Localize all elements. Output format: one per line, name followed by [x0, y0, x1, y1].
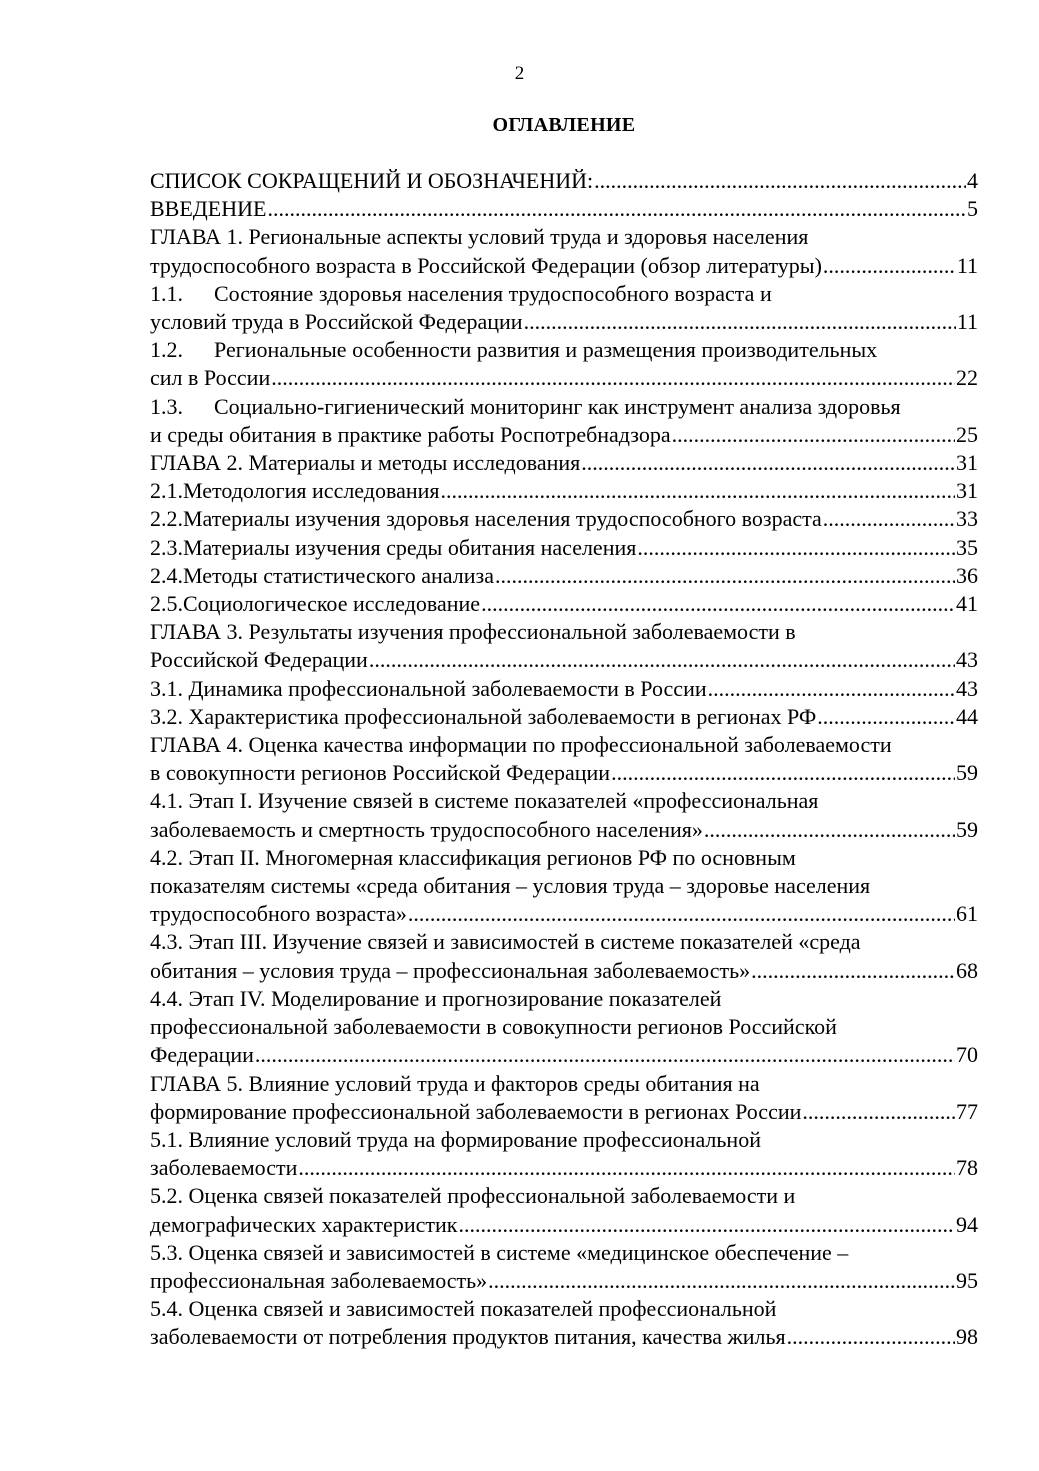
toc-page-number: 59	[956, 760, 978, 786]
toc-dot-leader	[441, 477, 955, 505]
toc-entry-line	[150, 844, 978, 872]
toc-dot-leader	[581, 449, 955, 477]
toc-entry-line	[150, 1295, 978, 1323]
toc-entry-number: 2.2.	[150, 506, 183, 532]
toc-entry[interactable]	[150, 731, 978, 787]
toc-entry-line	[150, 590, 978, 618]
toc-entry[interactable]	[150, 675, 978, 703]
toc-entry-line	[150, 393, 978, 421]
toc-entry-text: трудоспособного возраста»	[150, 901, 407, 927]
toc-entry-line	[150, 675, 978, 703]
toc-entry-text: 4.4. Этап IV. Моделирование и прогнозирование показателей	[150, 985, 722, 1011]
toc-entry-text: и среды обитания в практике работы Роспотребнадзора	[150, 421, 671, 447]
toc-entry[interactable]	[150, 1239, 978, 1295]
toc-page-number: 5	[967, 196, 978, 222]
toc-entry[interactable]	[150, 477, 978, 505]
toc-page-number: 78	[956, 1155, 978, 1181]
toc-entry-text: Методы статистического анализа	[183, 562, 494, 588]
toc-dot-leader	[495, 562, 955, 590]
toc-dot-leader	[298, 1154, 955, 1182]
toc-entry-text: трудоспособного возраста в Российской Федерации (обзор литературы)	[150, 252, 822, 278]
toc-entry-text: заболеваемости	[150, 1155, 298, 1181]
toc-entry-text: 5.4. Оценка связей и зависимостей показателей профессиональной	[150, 1296, 777, 1322]
toc-entry[interactable]	[150, 928, 978, 984]
toc-dot-leader	[488, 1267, 955, 1295]
toc-entry-text: СПИСОК СОКРАЩЕНИЙ И ОБОЗНАЧЕНИЙ:	[150, 168, 594, 193]
toc-dot-leader	[255, 1041, 955, 1069]
toc-dot-leader	[408, 900, 955, 928]
toc-page-number: 4	[967, 168, 978, 193]
toc-dot-leader	[524, 308, 956, 336]
toc-entry-line	[150, 1211, 978, 1239]
toc-dot-leader	[672, 421, 955, 449]
toc-entry-line	[150, 195, 978, 223]
toc-entry[interactable]	[150, 393, 978, 449]
toc-page-number: 44	[956, 703, 978, 729]
toc-entry-text: заболеваемость и смертность трудоспособного населения»	[150, 816, 703, 842]
toc-entry-text: 5.2. Оценка связей показателей профессиональной заболеваемости и	[150, 1183, 796, 1209]
toc-entry-line	[150, 618, 978, 646]
toc-entry-text: 4.3. Этап III. Изучение связей и зависимостей в системе показателей «среда	[150, 929, 861, 955]
toc-page-number: 59	[956, 816, 978, 842]
toc-entry-line	[150, 787, 978, 815]
toc-entry-line	[150, 252, 978, 280]
toc-entry-line	[150, 1154, 978, 1182]
toc-entry-line	[150, 928, 978, 956]
toc-page-number: 77	[956, 1098, 978, 1124]
toc-entry-number: 2.5.	[150, 591, 183, 617]
toc-page-number: 35	[956, 534, 978, 560]
toc-entry-line	[150, 167, 978, 195]
toc-entry-text: 5.3. Оценка связей и зависимостей в системе «медицинское обеспечение –	[150, 1239, 849, 1265]
toc-entry[interactable]	[150, 167, 978, 195]
toc-entry[interactable]	[150, 1070, 978, 1126]
toc-entry[interactable]	[150, 562, 978, 590]
toc-entry-number: 1.3.	[150, 393, 183, 419]
toc-page-number: 31	[956, 478, 978, 504]
toc-entry[interactable]	[150, 1126, 978, 1182]
toc-entry-text: Материалы изучения здоровья населения трудоспособного возраста	[183, 506, 822, 532]
toc-entry[interactable]	[150, 336, 978, 392]
toc-entry-text: показателям системы «среда обитания – условия труда – здоровье населения	[150, 873, 871, 899]
toc-entry-text: профессиональная заболеваемость»	[150, 1267, 488, 1293]
toc-entry[interactable]	[150, 223, 978, 279]
toc-entry-line	[150, 1323, 978, 1351]
toc-entry-text: Социологическое исследование	[183, 591, 481, 617]
toc-entry-line	[150, 562, 978, 590]
toc-entry-text: ВВЕДЕНИЕ	[150, 196, 267, 222]
toc-entry-line	[150, 703, 978, 731]
toc-entry[interactable]	[150, 703, 978, 731]
toc-entry-text: Региональные особенности развития и размещения производительных	[214, 337, 878, 363]
toc-entry-line	[150, 364, 978, 392]
toc-entry[interactable]	[150, 280, 978, 336]
toc-page-number: 61	[956, 901, 978, 927]
toc-entry-text: ГЛАВА 5. Влияние условий труда и факторов среды обитания на	[150, 1070, 760, 1096]
toc-entry[interactable]	[150, 1182, 978, 1238]
toc-entry[interactable]	[150, 534, 978, 562]
toc-entry-text: демографических характеристик	[150, 1211, 458, 1237]
toc-entry-line	[150, 900, 978, 928]
toc-entry[interactable]	[150, 844, 978, 929]
toc-entry-number: 2.3.	[150, 534, 183, 560]
toc-entry-number: 1.2.	[150, 337, 183, 363]
toc-entry-text: ГЛАВА 4. Оценка качества информации по профессиональной заболеваемости	[150, 732, 892, 758]
toc-page-number: 98	[956, 1324, 978, 1350]
toc-dot-leader	[369, 646, 955, 674]
toc-dot-leader	[802, 1098, 955, 1126]
toc-entry[interactable]	[150, 985, 978, 1070]
toc-entry-text: ГЛАВА 2. Материалы и методы исследования	[150, 450, 581, 476]
toc-entry-line	[150, 449, 978, 477]
toc-entry-line	[150, 1239, 978, 1267]
toc-entry-text: Состояние здоровья населения трудоспособного возраста и	[214, 280, 772, 306]
toc-entry-text: условий труда в Российской Федерации	[150, 309, 523, 335]
toc-page-number: 95	[956, 1267, 978, 1293]
toc-entry-line	[150, 1098, 978, 1126]
toc-entry-text: Методология исследования	[183, 478, 440, 504]
toc-dot-leader	[271, 364, 955, 392]
toc-entry-number: 1.1.	[150, 280, 183, 306]
toc-dot-leader	[267, 195, 966, 223]
toc-entry-line	[150, 534, 978, 562]
toc-entry-text: заболеваемости от потребления продуктов питания, качества жилья	[150, 1324, 786, 1350]
toc-page-number: 43	[956, 647, 978, 673]
toc-page-number: 43	[956, 675, 978, 701]
toc-entry-line	[150, 421, 978, 449]
toc-entry[interactable]	[150, 787, 978, 843]
toc-entry[interactable]	[150, 449, 978, 477]
toc-entry-line	[150, 280, 978, 308]
toc-dot-leader	[458, 1211, 955, 1239]
toc-entry-line	[150, 872, 978, 900]
page-number: 2	[514, 63, 525, 84]
toc-dot-leader	[708, 675, 955, 703]
toc-page-number: 11	[956, 309, 978, 335]
toc-page-number: 25	[956, 421, 978, 447]
toc-dot-leader	[823, 505, 955, 533]
toc-entry-line	[150, 1126, 978, 1154]
toc-entry-number: 2.4.	[150, 562, 183, 588]
toc-dot-leader	[817, 703, 955, 731]
toc-page-number: 41	[956, 591, 978, 617]
toc-entry[interactable]	[150, 505, 978, 533]
toc-entry-text: Российской Федерации	[150, 647, 368, 673]
toc-entry[interactable]	[150, 195, 978, 223]
toc-entry-text: в совокупности регионов Российской Федерации	[150, 760, 611, 786]
toc-entry-text: сил в России	[150, 365, 271, 391]
toc-page-number: 33	[956, 506, 978, 532]
toc-entry-text: Материалы изучения среды обитания населения	[183, 534, 637, 560]
toc-page-number: 70	[956, 1042, 978, 1068]
toc-entry-line	[150, 957, 978, 985]
toc-entry-line	[150, 1267, 978, 1295]
toc-entry-text: 3.2. Характеристика профессиональной заболеваемости в регионах РФ	[150, 703, 817, 729]
toc-entry-line	[150, 1070, 978, 1098]
toc-title: ОГЛАВЛЕНИЕ	[492, 114, 636, 136]
toc-dot-leader	[751, 957, 955, 985]
toc-entry-line	[150, 646, 978, 674]
toc-entry-text: 4.1. Этап I. Изучение связей в системе показателей «профессиональная	[150, 788, 819, 814]
toc-page-number: 94	[956, 1211, 978, 1237]
toc-entry[interactable]	[150, 618, 978, 674]
toc-dot-leader	[704, 816, 955, 844]
toc-page-number: 11	[956, 252, 978, 278]
toc-entry-text: 5.1. Влияние условий труда на формирование профессиональной	[150, 1126, 761, 1152]
toc-entry[interactable]	[150, 590, 978, 618]
toc-entry-text: формирование профессиональной заболеваемости в регионах России	[150, 1098, 802, 1124]
toc-dot-leader	[823, 252, 956, 280]
toc-entry-text: ГЛАВА 1. Региональные аспекты условий труда и здоровья населения	[150, 224, 809, 250]
toc-entry-line	[150, 223, 978, 251]
toc-entry-line	[150, 336, 978, 364]
toc-entry-line	[150, 1041, 978, 1069]
toc-dot-leader	[594, 167, 966, 195]
toc-entry-number: 2.1.	[150, 478, 183, 504]
toc-page-number: 22	[956, 365, 978, 391]
toc-entry-line	[150, 477, 978, 505]
toc-entry-line	[150, 759, 978, 787]
toc-dot-leader	[637, 534, 955, 562]
toc-entry-line	[150, 1182, 978, 1210]
toc-entry-text: профессиональной заболеваемости в совокупности регионов Российской	[150, 1014, 837, 1040]
toc-page-number: 31	[956, 450, 978, 476]
toc-dot-leader	[787, 1323, 955, 1351]
toc-entry-text: ГЛАВА 3. Результаты изучения профессиональной заболеваемости в	[150, 619, 796, 645]
table-of-contents	[150, 167, 978, 1352]
toc-entry-line	[150, 505, 978, 533]
toc-dot-leader	[611, 759, 955, 787]
toc-entry-text: Федерации	[150, 1042, 254, 1068]
toc-entry-text: обитания – условия труда – профессиональная заболеваемость»	[150, 957, 751, 983]
toc-entry-line	[150, 731, 978, 759]
toc-entry-line	[150, 1013, 978, 1041]
toc-page-number: 68	[956, 957, 978, 983]
toc-entry-text: 3.1. Динамика профессиональной заболеваемости в России	[150, 675, 707, 701]
toc-entry[interactable]	[150, 1295, 978, 1351]
toc-entry-text: 4.2. Этап II. Многомерная классификация регионов РФ по основным	[150, 844, 796, 870]
toc-entry-line	[150, 816, 978, 844]
toc-dot-leader	[481, 590, 955, 618]
toc-entry-line	[150, 308, 978, 336]
toc-page-number: 36	[956, 562, 978, 588]
toc-entry-line	[150, 985, 978, 1013]
toc-entry-text: Социально-гигиенический мониторинг как инструмент анализа здоровья	[214, 393, 901, 419]
